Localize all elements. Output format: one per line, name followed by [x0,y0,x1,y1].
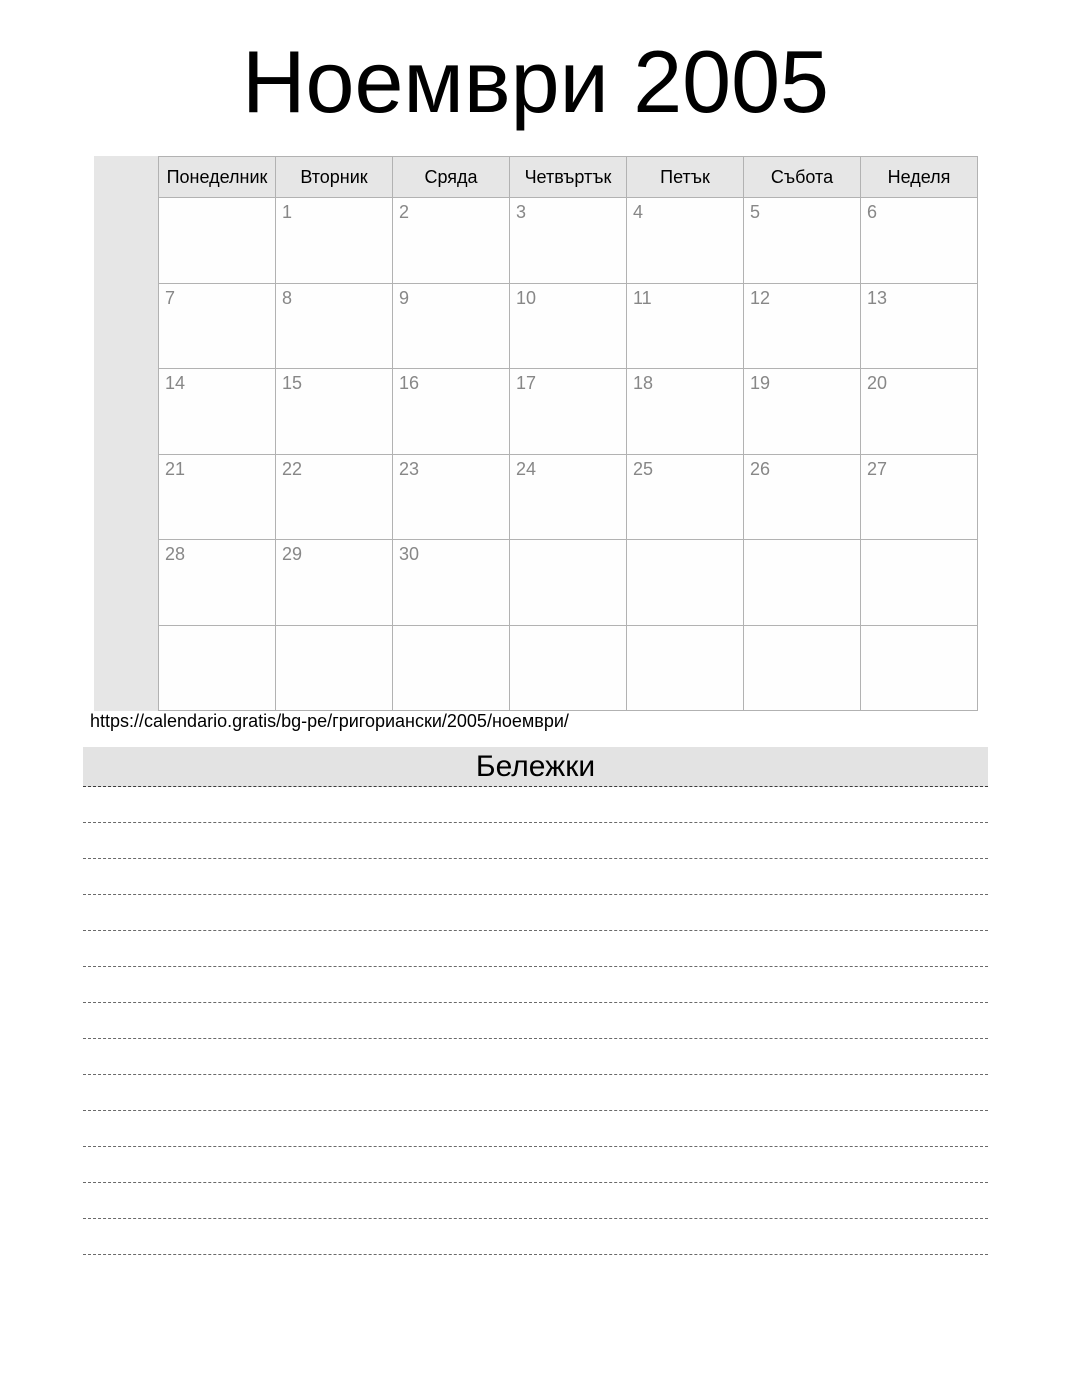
day-cell: 1 [276,198,393,284]
weekday-header-sunday: Неделя [861,157,978,198]
day-cell: 4 [627,198,744,284]
weekday-header-row [159,157,978,198]
day-cell: 6 [861,198,978,284]
day-cell: 10 [510,283,627,369]
day-cell: 15 [276,369,393,455]
day-cell: 2 [393,198,510,284]
empty-day-cell [510,625,627,711]
day-cell: 25 [627,454,744,540]
empty-day-cell [627,540,744,626]
empty-day-cell [510,540,627,626]
day-cell: 29 [276,540,393,626]
empty-day-cell [159,625,276,711]
notes-title: Бележки [83,747,988,787]
day-cell: 3 [510,198,627,284]
notes-section [83,747,988,1255]
empty-day-cell [276,625,393,711]
calendar-week-row [159,198,978,284]
day-cell: 9 [393,283,510,369]
calendar-week-row [159,454,978,540]
weekday-header-tuesday: Вторник [276,157,393,198]
day-cell: 11 [627,283,744,369]
day-cell: 24 [510,454,627,540]
empty-day-cell [861,540,978,626]
day-cell: 8 [276,283,393,369]
empty-day-cell [861,625,978,711]
empty-day-cell [393,625,510,711]
day-cell: 14 [159,369,276,455]
notes-ruled-line [83,1111,988,1147]
calendar-body [159,198,978,711]
calendar-week-row [159,283,978,369]
day-cell: 13 [861,283,978,369]
calendar-week-row [159,369,978,455]
day-cell: 21 [159,454,276,540]
weekday-header-thursday: Четвъртък [510,157,627,198]
day-cell: 17 [510,369,627,455]
day-cell: 23 [393,454,510,540]
notes-ruled-line [83,1003,988,1039]
day-cell: 12 [744,283,861,369]
notes-ruled-line [83,895,988,931]
notes-ruled-line [83,787,988,823]
notes-ruled-line [83,1039,988,1075]
calendar-table [158,156,978,711]
notes-ruled-line [83,859,988,895]
empty-day-cell [744,625,861,711]
day-cell: 7 [159,283,276,369]
day-cell: 26 [744,454,861,540]
day-cell: 30 [393,540,510,626]
notes-ruled-line [83,931,988,967]
weekday-header-saturday: Събота [744,157,861,198]
weekday-header-monday: Понеделник [159,157,276,198]
day-cell: 16 [393,369,510,455]
day-cell: 5 [744,198,861,284]
notes-ruled-line [83,967,988,1003]
empty-day-cell [744,540,861,626]
day-cell: 20 [861,369,978,455]
notes-ruled-line [83,1147,988,1183]
day-cell: 22 [276,454,393,540]
day-cell: 28 [159,540,276,626]
day-cell: 19 [744,369,861,455]
empty-day-cell [627,625,744,711]
day-cell: 18 [627,369,744,455]
day-cell: 27 [861,454,978,540]
weekday-header-wednesday: Сряда [393,157,510,198]
notes-ruled-line [83,1219,988,1255]
source-url: https://calendario.gratis/bg-pe/григориански/2005/ноември/ [90,711,569,731]
calendar-week-row [159,625,978,711]
empty-day-cell [159,198,276,284]
notes-ruled-line [83,823,988,859]
calendar [94,156,978,711]
notes-lines [83,787,988,1255]
page-title: Ноември 2005 [242,32,829,131]
calendar-side-column [94,156,158,711]
notes-ruled-line [83,1075,988,1111]
weekday-header-friday: Петък [627,157,744,198]
calendar-week-row [159,540,978,626]
notes-ruled-line [83,1183,988,1219]
